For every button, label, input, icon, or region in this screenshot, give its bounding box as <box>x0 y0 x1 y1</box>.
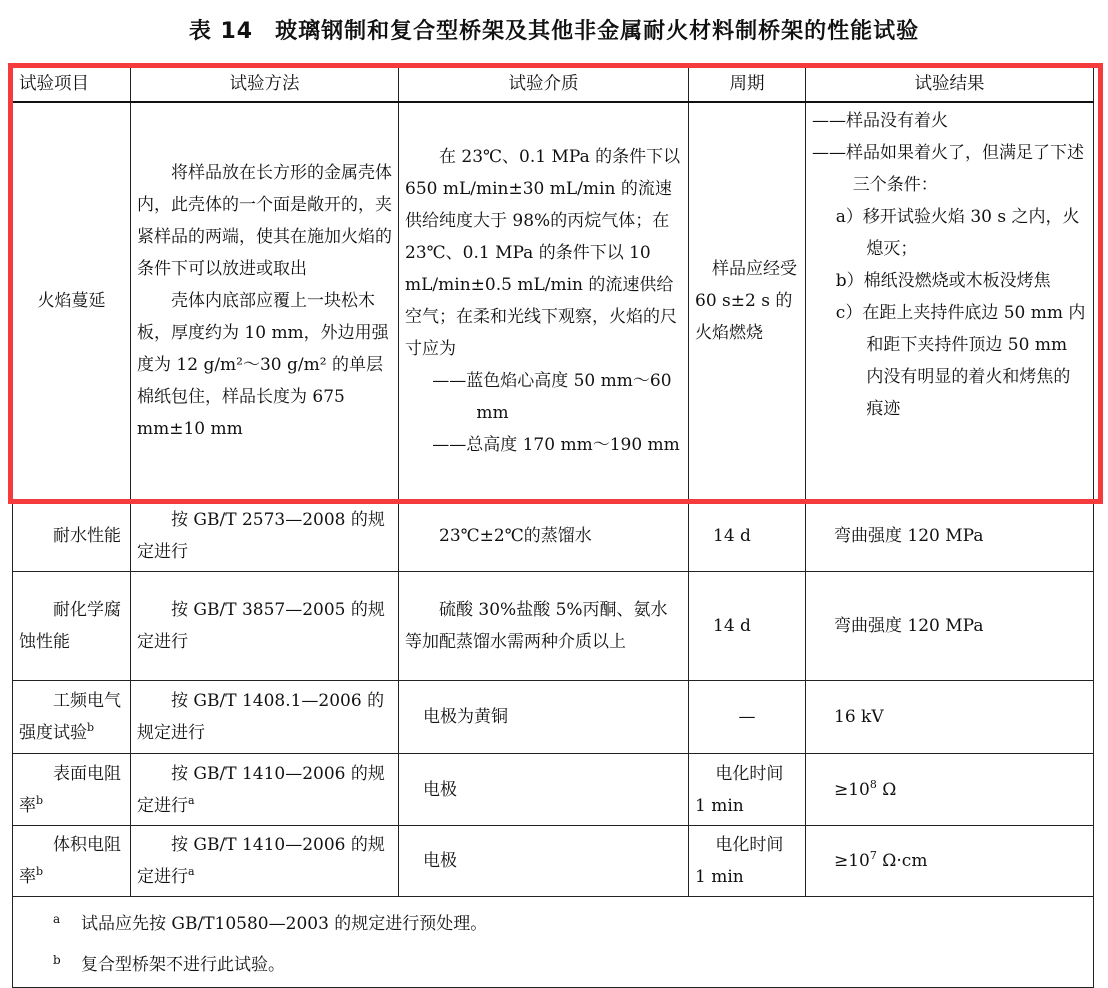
medium-item-1: ——蓝色焰心高度 50 mm～60 mm <box>432 371 672 423</box>
table-header-row <box>13 67 1094 103</box>
cell-result <box>806 754 1094 826</box>
cell-result: 16 kV <box>806 681 1094 754</box>
footnotes <box>13 897 1094 988</box>
cell-method: 按 GB/T 1408.1—2006 的规定进行 <box>131 681 399 754</box>
method-text: 按 GB/T 1410—2006 的规定进行 <box>137 835 385 887</box>
cell-item <box>13 754 131 826</box>
cell-period: — <box>689 681 806 754</box>
result-unit: Ω <box>876 779 897 800</box>
footnote-text-a: 试品应先按 GB/T10580—2003 的规定进行预处理。 <box>81 914 488 934</box>
result-exponent: 8 <box>869 777 877 791</box>
cell-item <box>13 681 131 754</box>
header-test-item: 试验项目 <box>13 67 131 103</box>
table-row-surface-resistivity <box>13 754 1094 826</box>
cell-period: 电化时间 1 min <box>689 826 806 897</box>
table-footnotes-row <box>13 897 1094 988</box>
result-condition-b: b）棉纸没燃烧或木板没烤焦 <box>835 271 1051 291</box>
table-row-flame-spread <box>13 102 1094 500</box>
cell-method: 按 GB/T 2573—2008 的规定进行 <box>131 500 399 572</box>
item-text: 体积电阻率 <box>19 835 121 887</box>
header-test-medium: 试验介质 <box>399 67 689 103</box>
result-condition-c: c）在距上夹持件底边 50 mm 内和距下夹持件顶边 50 mm 内没有明显的着火和烤焦的痕迹 <box>835 303 1086 419</box>
header-test-result: 试验结果 <box>806 67 1094 103</box>
method-text: 按 GB/T 1410—2006 的规定进行 <box>137 763 385 816</box>
table-title <box>0 14 1108 45</box>
result-prefix: ≥10 <box>834 851 870 871</box>
cell-method <box>131 754 399 826</box>
footnote-mark-b: b <box>53 953 61 967</box>
result-exponent: 7 <box>869 849 877 862</box>
result-line-1: ——样品没有着火 <box>812 111 948 131</box>
footnote-ref-a: a <box>188 865 195 878</box>
item-text: 工频电气强度试验 <box>19 691 121 743</box>
method-paragraph-1: 将样品放在长方形的金属壳体内，此壳体的一个面是敞开的，夹紧样品的两端，使其在施加火焰的条件下可以放进或取出 <box>137 163 392 279</box>
cell-item: 火焰蔓延 <box>13 102 131 500</box>
cell-period: 14 d <box>689 500 806 572</box>
table-row-power-frequency-strength <box>13 681 1094 754</box>
footnote-ref-a: a <box>188 793 195 807</box>
table-row-water-resistance <box>13 500 1094 572</box>
cell-method <box>131 102 399 500</box>
header-test-method: 试验方法 <box>131 67 399 103</box>
performance-test-table <box>12 66 1094 988</box>
footnote-b <box>53 942 1053 983</box>
medium-paragraph: 在 23℃、0.1 MPa 的条件下以 650 mL/min±30 mL/min 的流速供给纯度大于 98%的丙烷气体；在 23℃、0.1 MPa 的条件下以 10 mL/min±0.5 mL/min 的流速供给空气；在柔和光线下观察，火焰的尺寸应为 <box>405 147 681 359</box>
cell-medium: 硫酸 30%盐酸 5%丙酮、氨水等加配蒸馏水需两种介质以上 <box>399 572 689 681</box>
result-line-2: ——样品如果着火了，但满足了下述三个条件： <box>812 143 1084 195</box>
footnote-ref-b: b <box>36 865 44 878</box>
cell-result: 弯曲强度 120 MPa <box>806 572 1094 681</box>
footnote-a <box>53 901 1053 942</box>
cell-method: 按 GB/T 3857—2005 的规定进行 <box>131 572 399 681</box>
footnote-ref-b: b <box>36 793 44 807</box>
header-period: 周期 <box>689 67 806 103</box>
table-row-volume-resistivity <box>13 826 1094 897</box>
cell-period: 电化时间 1 min <box>689 754 806 826</box>
table-number: 表 14 <box>188 19 254 44</box>
footnote-text-b: 复合型桥架不进行此试验。 <box>81 955 285 975</box>
medium-item-2: ——总高度 170 mm～190 mm <box>432 435 680 455</box>
cell-result: 弯曲强度 120 MPa <box>806 500 1094 572</box>
cell-result <box>806 102 1094 500</box>
method-paragraph-2: 壳体内底部应覆上一块松木板，厚度约为 10 mm，外边用强度为 12 g/m²～30 g/m² 的单层棉纸包住，样品长度为 675 mm±10 mm <box>137 291 389 439</box>
item-text: 表面电阻率 <box>19 763 121 816</box>
cell-period: 14 d <box>689 572 806 681</box>
table-row-chemical-resistance <box>13 572 1094 681</box>
cell-result <box>806 826 1094 897</box>
result-prefix: ≥10 <box>834 779 870 800</box>
result-unit: Ω·cm <box>876 851 928 871</box>
cell-medium: 电极 <box>399 754 689 826</box>
cell-medium <box>399 102 689 500</box>
cell-medium: 23℃±2℃的蒸馏水 <box>399 500 689 572</box>
cell-method <box>131 826 399 897</box>
result-condition-a: a）移开试验火焰 30 s 之内，火熄灭； <box>835 207 1080 259</box>
cell-item: 耐水性能 <box>13 500 131 572</box>
cell-period: 样品应经受 60 s±2 s 的火焰燃烧 <box>689 102 806 500</box>
table-title-text: 玻璃钢制和复合型桥架及其他非金属耐火材料制桥架的性能试验 <box>275 19 920 44</box>
cell-medium: 电极为黄铜 <box>399 681 689 754</box>
footnote-mark-a: a <box>53 912 61 926</box>
cell-medium: 电极 <box>399 826 689 897</box>
cell-item: 耐化学腐蚀性能 <box>13 572 131 681</box>
cell-item <box>13 826 131 897</box>
footnote-ref-b: b <box>87 721 95 734</box>
